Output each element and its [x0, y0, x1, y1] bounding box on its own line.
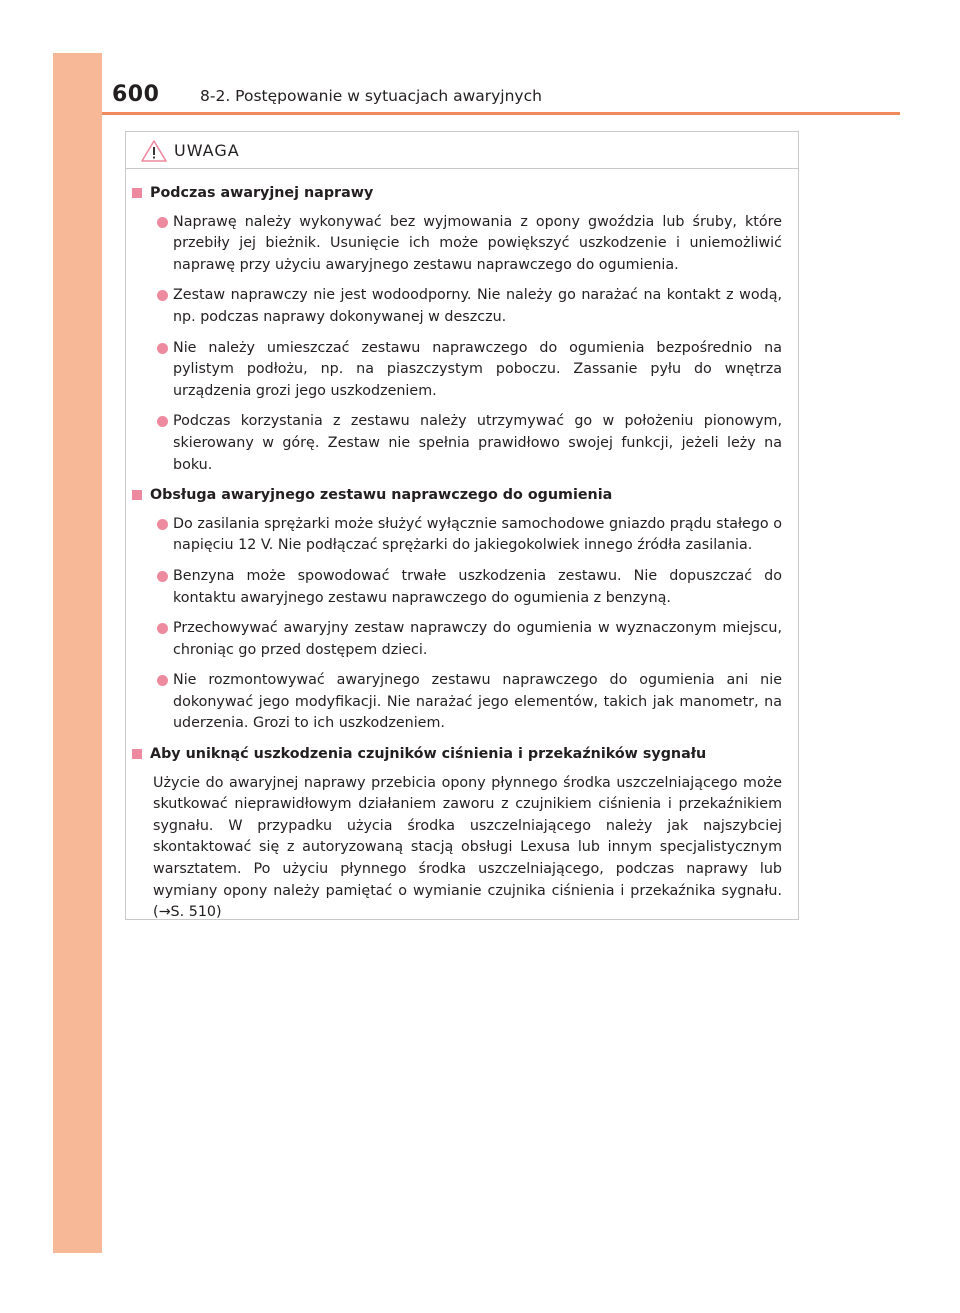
list-item-text: Benzyna może spowodować trwałe uszkodzenia zestawu. Nie dopuszczać do kontaktu awaryjnego zestawu naprawczego do ogumienia z benzyną.	[173, 567, 782, 606]
warning-body	[126, 169, 798, 924]
warning-triangle-icon	[141, 140, 167, 162]
chapter-side-tab	[53, 53, 102, 1253]
header-rule	[102, 112, 900, 115]
list-item	[132, 212, 782, 277]
list-item-text: Zestaw naprawczy nie jest wodoodporny. Nie należy go narażać na kontakt z wodą, np. podczas naprawy dokonywanej w deszczu.	[173, 287, 782, 325]
round-bullet-icon	[157, 571, 168, 582]
section-heading-text: Aby uniknąć uszkodzenia czujników ciśnienia i przekaźników sygnału	[150, 746, 707, 763]
round-bullet-icon	[157, 519, 168, 530]
list-item-text: Nie rozmontowywać awaryjnego zestawu naprawczego do ogumienia ani nie dokonywać jego modyfikacji. Nie narażać jego elementów, takich jak manometr, na uderzenia. Grozi to ich uszkodzeniem.	[173, 672, 782, 732]
section-heading	[132, 183, 782, 205]
square-bullet-icon	[132, 188, 142, 198]
page-header	[102, 80, 900, 116]
list-item	[132, 566, 782, 609]
square-bullet-icon	[132, 490, 142, 500]
list-item	[132, 618, 782, 661]
warning-title: UWAGA	[174, 141, 240, 160]
page-number: 600	[112, 82, 160, 107]
list-item	[132, 338, 782, 403]
section-heading-text: Podczas awaryjnej naprawy	[150, 185, 374, 201]
warning-header	[126, 132, 798, 169]
list-item	[132, 411, 782, 476]
round-bullet-icon	[157, 290, 168, 301]
round-bullet-icon	[157, 416, 168, 427]
list-item-text: Podczas korzystania z zestawu należy utrzymywać go w położeniu pionowym, skierowany w górę. Zestaw nie spełnia prawidłowo swojej funkcji, jeżeli leży na boku.	[173, 413, 782, 473]
list-item	[132, 670, 782, 735]
section-title: 8-2. Postępowanie w sytuacjach awaryjnych	[200, 87, 542, 105]
list-item	[132, 514, 782, 557]
round-bullet-icon	[157, 343, 168, 354]
section-heading	[132, 485, 782, 507]
warning-box	[125, 131, 799, 920]
list-item-text: Przechowywać awaryjny zestaw naprawczy do ogumienia w wyznaczonym miejscu, chroniąc go przed dostępem dzieci.	[173, 620, 782, 658]
section-heading-text: Obsługa awaryjnego zestawu naprawczego do ogumienia	[150, 487, 613, 504]
list-item-text: Nie należy umieszczać zestawu naprawczego do ogumienia bezpośrednio na pylistym podłożu, np. na piaszczystym poboczu. Zassanie pyłu do wnętrza urządzenia grozi jego uszkodzeniem.	[173, 339, 782, 399]
list-item	[132, 285, 782, 328]
section-heading	[132, 744, 782, 766]
square-bullet-icon	[132, 749, 142, 759]
round-bullet-icon	[157, 675, 168, 686]
round-bullet-icon	[157, 623, 168, 634]
list-item-text: Do zasilania sprężarki może służyć wyłącznie samochodowe gniazdo prądu stałego o napięciu 12 V. Nie podłączać sprężarki do jakiegokolwiek innego źródła zasilania.	[173, 515, 782, 554]
list-item-text: Naprawę należy wykonywać bez wyjmowania z opony gwoździa lub śruby, które przebiły jej bieżnik. Usunięcie ich może powiększyć uszkodzenie i uniemożliwić naprawę przy użyciu awaryjnego zestawu naprawczego do ogumienia.	[173, 213, 782, 273]
body-paragraph: Użycie do awaryjnej naprawy przebicia opony płynnego środka uszczelniającego może skutkować nieprawidłowym działaniem zaworu z czujnikiem ciśnienia i przekaźnikiem sygnału. W przypadku użycia środka uszczelniającego należy jak najszybciej skontaktować się z autoryzowaną stacją obsługi Lexusa lub innym specjalistycznym warsztatem. Po użyciu płynnego środka uszczelniającego, podczas naprawy lub wymiany opony należy pamiętać o wymianie czujnika ciśnienia i przekaźnika sygnału. (→S. 510)	[153, 774, 782, 921]
round-bullet-icon	[157, 217, 168, 228]
